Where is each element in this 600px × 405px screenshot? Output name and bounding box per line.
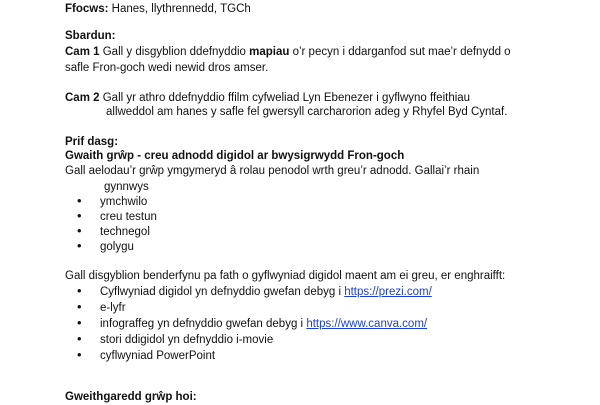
cam1-bold-word: mapiau [249,46,290,58]
role-text: technegol [100,226,150,238]
main-task-heading: Prif dasg: [65,136,119,148]
bullet-icon: • [77,347,82,362]
role-text: creu testun [100,211,157,223]
main-task-intro: Gall aelodau’r grŵp ymgymeryd â rolau penodol wrth greu’r adnodd. Gallai’r rhain [65,165,480,177]
cam1-pre: Gall y disgyblion ddefnyddio [99,46,250,58]
main-task-subheading: Gwaith grŵp - creu adnodd digidol ar bwysigrwydd Fron-goch [65,150,405,162]
focus-text: Hanes, llythrennedd, TGCh [108,3,251,15]
focus-line [65,1,251,17]
cam2-label: Cam 2 [65,92,100,104]
bullet-icon: • [77,283,82,298]
example-text: stori ddigidol yn defnyddio i-movie [100,334,274,346]
stimulus-heading: Sbardun: [65,30,116,42]
bullet-icon: • [77,208,82,223]
main-task-intro-cont: gynnwys [104,181,149,193]
example-label: Cyflwyniad digidol yn defnyddio gwefan debyg i [100,286,345,298]
canva-link[interactable]: https://www.canva.com/ [306,318,428,330]
role-text: ymchwilo [100,196,148,208]
bullet-icon: • [77,223,82,238]
cam2-text: Gall yr athro ddefnyddio ffilm cyfweliad Lyn Ebenezer i gyflwyno ffeithiau [99,92,471,104]
example-text [100,316,427,332]
cam1-label: Cam 1 [65,46,100,58]
focus-label: Ffocws: [65,3,109,15]
role-text: golygu [100,241,134,253]
example-text [100,284,432,300]
decide-text: Gall disgyblion benderfynu pa fath o gyflwyniad digidol maent am ei greu, er enghraifft: [65,270,506,282]
next-section-heading: Gweithgaredd grŵp hoi: [65,391,197,403]
bullet-icon: • [77,299,82,314]
cam2-line2: allweddol am hanes y safle fel gwersyll carcharorion adeg y Rhyfel Byd Cyntaf. [106,106,508,118]
cam1-line1 [65,44,511,60]
bullet-icon: • [77,193,82,208]
example-text: cyflwyniad PowerPoint [100,350,216,362]
example-text: e-lyfr [100,302,126,314]
cam1-line2: safle Fron-goch wedi newid dros amser. [65,62,269,74]
prezi-link[interactable]: https://prezi.com/ [344,286,432,298]
bullet-icon: • [77,315,82,330]
example-label: infograffeg yn defnyddio gwefan debyg i [100,318,307,330]
bullet-icon: • [77,238,82,253]
bullet-icon: • [77,331,82,346]
cam1-post: o’r pecyn i ddarganfod sut mae’r defnydd o [289,46,511,58]
